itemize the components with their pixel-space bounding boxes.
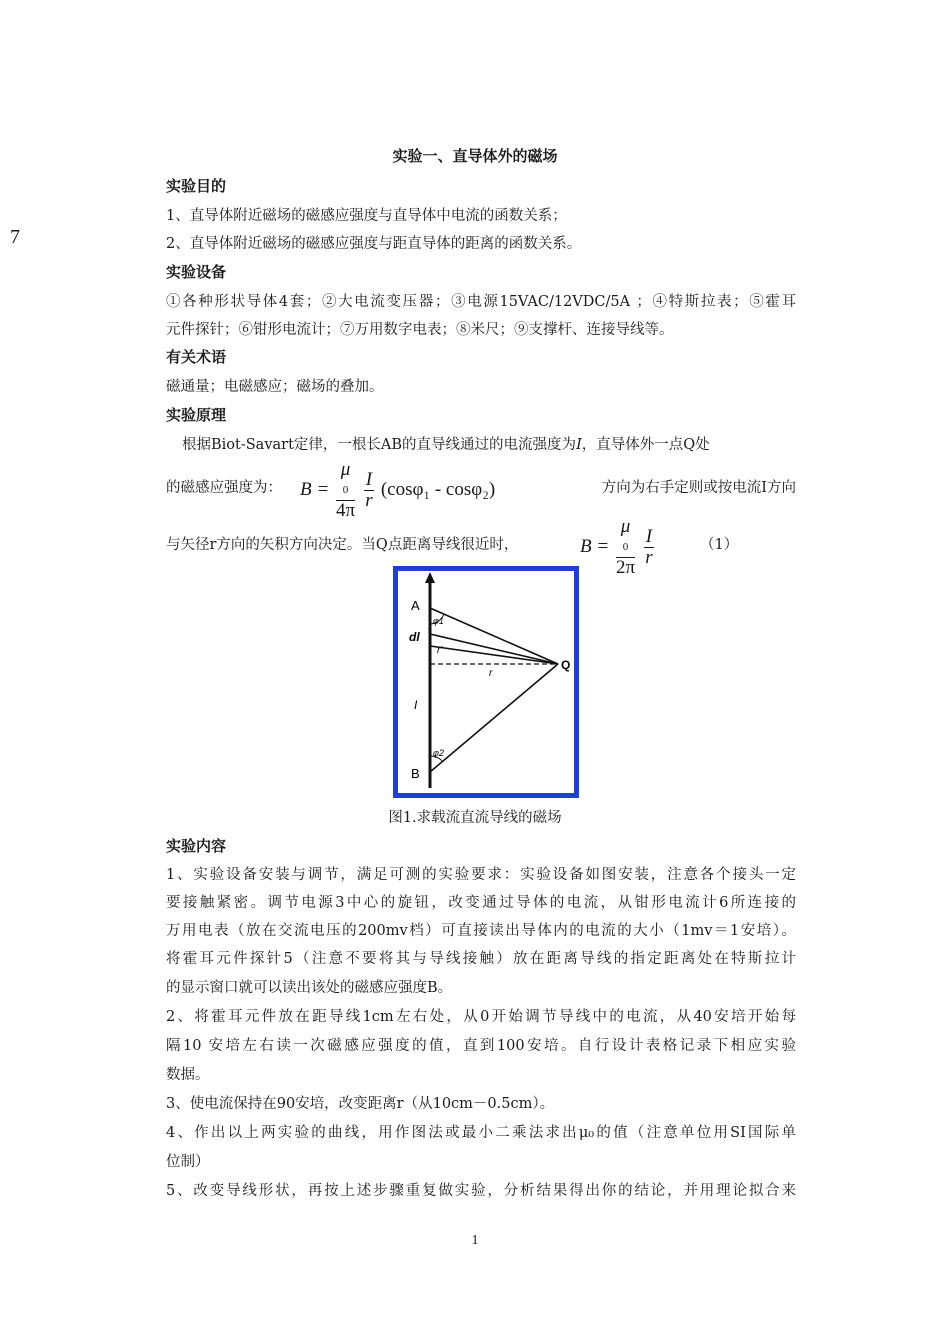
- equipment-line-2: 元件探针；⑥钳形电流计；⑦万用数字电表；⑧米尺；⑨支撑杆、连接导线等。: [166, 322, 674, 338]
- purpose-item-1: 1、直导体附近磁场的磁感应强度与直导体中电流的函数关系；: [166, 208, 567, 224]
- formula1-num2: I: [365, 469, 373, 490]
- page-number: 1: [471, 1233, 479, 1248]
- biot-savart-formula: [300, 460, 495, 521]
- content-line: 将霍耳元件探针5（注意不要将其与导线接触）放在距离导线的指定距离处在特斯拉计: [166, 951, 796, 967]
- formula1-paren: (cosφ₁ - cosφ₂): [380, 478, 496, 500]
- label-r: r: [489, 668, 493, 679]
- principle-line-2-suffix: 方向为右手定则或按电流I方向: [601, 480, 796, 496]
- label-q: Q: [561, 658, 571, 672]
- formula1-frac-ir: [364, 470, 374, 511]
- equipment-heading: 实验设备: [166, 263, 227, 281]
- label-phi2: φ2: [433, 748, 444, 758]
- formula1-lhs: B =: [300, 478, 330, 500]
- label-current: I: [414, 698, 418, 712]
- formula1-den2: r: [365, 490, 373, 511]
- equipment-line-1: ①各种形状导体4套；②大电流变压器；③电源15VAC/12VDC/5A ；④特斯拉表；⑤霍耳: [166, 294, 796, 310]
- formula2-mu-sub: 0: [622, 541, 629, 553]
- current-symbol: I: [576, 437, 582, 453]
- formula1-mu: μ: [340, 459, 351, 480]
- content-line: 隔10 安培左右读一次磁感应强度的值，直到100安培。自行设计表格记录下相应实验: [166, 1038, 796, 1054]
- formula2-frac-mu: [616, 517, 635, 578]
- principle-line-1-rest: ，直导体外一点Q处: [581, 437, 710, 453]
- principle-line-2-prefix: 的磁感应强度为：: [166, 480, 282, 496]
- formula1-mu-sub: 0: [342, 484, 349, 496]
- purpose-heading: 实验目的: [166, 177, 227, 195]
- principle-line-1: [182, 433, 796, 454]
- principle-line-3-prefix: 与矢径r方向的矢积方向决定。当Q点距离导线很近时，: [166, 537, 519, 553]
- content-line: 1、实验设备安装与调节，满足可测的实验要求：实验设备如图安装，注意各个接头一定: [166, 867, 796, 883]
- figure-caption: 图1.求载流直流导线的磁场: [388, 810, 562, 826]
- label-a: A: [411, 598, 420, 613]
- content-line: 位制）: [166, 1154, 210, 1170]
- equation-number: （1）: [700, 537, 739, 553]
- label-dl: dl: [409, 630, 420, 644]
- purpose-item-2: 2、直导体附近磁场的磁感应强度与距直导体的距离的函数关系。: [166, 236, 582, 252]
- formula2-den2: r: [645, 547, 653, 568]
- formula2-mu: μ: [620, 516, 631, 537]
- content-line: 2、将霍耳元件放在距导线1cm左右处，从0开始调节导线中的电流，从40安培开始每: [166, 1009, 796, 1025]
- content-line: 数据。: [166, 1067, 210, 1083]
- principle-heading: 实验原理: [166, 406, 227, 424]
- formula2-frac-ir: [644, 527, 654, 568]
- label-b: B: [411, 766, 420, 781]
- content-heading: 实验内容: [166, 837, 227, 855]
- formula1-frac-mu: [336, 460, 355, 521]
- terms-heading: 有关术语: [166, 348, 227, 366]
- formula2-den1: 2π: [615, 557, 636, 578]
- formula2-num2: I: [645, 526, 653, 547]
- label-r-prime: r': [437, 645, 443, 656]
- terms-text: 磁通量；电磁感应；磁场的叠加。: [166, 379, 384, 395]
- near-field-formula: [580, 517, 656, 578]
- content-line: 4、作出以上两实验的曲线，用作图法或最小二乘法求出μ₀的值（注意单位用SI国际单: [166, 1125, 796, 1141]
- formula2-lhs: B =: [580, 535, 610, 557]
- margin-number: 7: [10, 226, 20, 248]
- figure-border: [396, 569, 577, 796]
- page-title: 实验一、直导体外的磁场: [392, 147, 558, 165]
- content-line: 5、改变导线形状，再按上述步骤重复做实验，分析结果得出你的结论，并用理论拟合来: [166, 1183, 796, 1199]
- principle-line-1-text: 根据Biot-Savart定律，一根长AB的直导线通过的电流强度为: [182, 437, 577, 453]
- content-line: 万用电表（放在交流电压的200mv档）可直接读出导体内的电流的大小（1mv＝1安培）。: [166, 923, 796, 939]
- content-line: 的显示窗口就可以读出该处的磁感应强度B。: [166, 980, 453, 996]
- formula1-den1: 4π: [335, 500, 356, 521]
- wire-field-diagram: [393, 566, 579, 798]
- content-line: 3、使电流保持在90安培，改变距离r（从10cm－0.5cm）。: [166, 1096, 555, 1112]
- label-phi1: φ1: [433, 616, 444, 626]
- content-line: 要接触紧密。调节电源3中心的旋钮，改变通过导体的电流，从钳形电流计6所连接的: [166, 895, 796, 911]
